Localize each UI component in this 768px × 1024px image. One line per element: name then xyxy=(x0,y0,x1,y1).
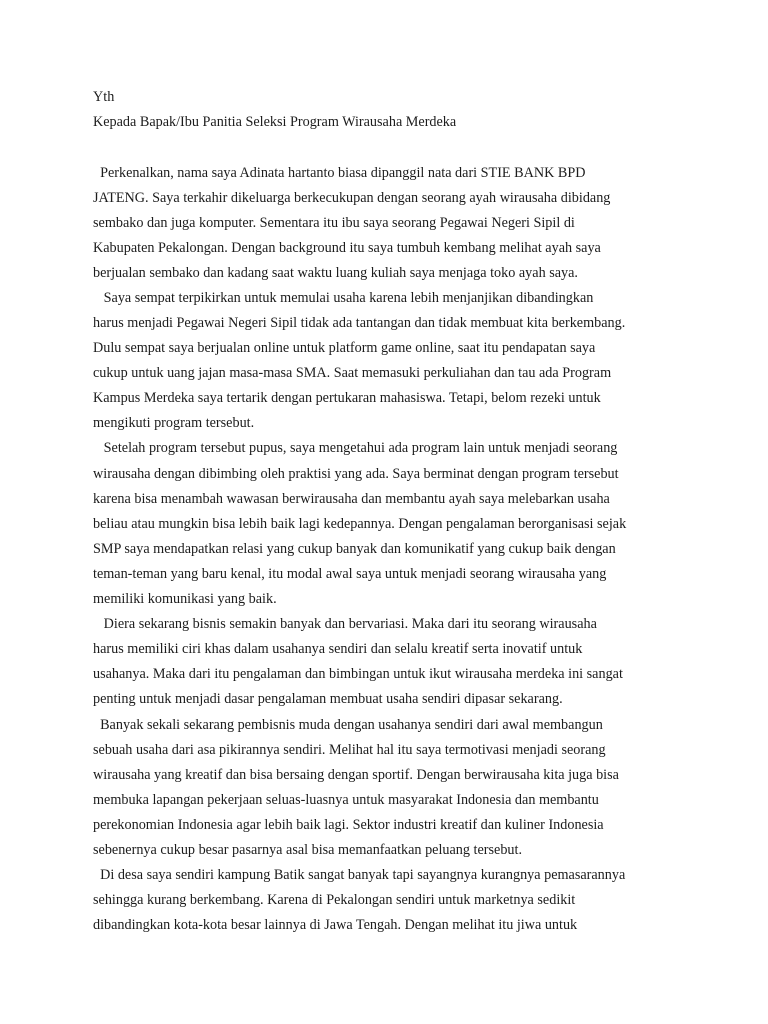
body-line: sehingga kurang berkembang. Karena di Pekalongan sendiri untuk marketnya sedikit xyxy=(93,892,576,908)
body-line: Perkenalkan, nama saya Adinata hartanto biasa dipanggil nata dari STIE BANK BPD xyxy=(93,165,586,181)
body-line: teman-teman yang baru kenal, itu modal awal saya untuk menjadi seorang wirausaha yang xyxy=(93,566,607,582)
body-line: sebenernya cukup besar pasarnya asal bisa memanfaatkan peluang tersebut. xyxy=(93,842,522,858)
body-line: karena bisa menambah wawasan berwirausaha dan membantu ayah saya melebarkan usaha xyxy=(93,491,610,507)
body-line: harus memiliki ciri khas dalam usahanya sendiri dan selalu kreatif serta inovatif untuk xyxy=(93,641,583,657)
body-line: berjualan sembako dan kadang saat waktu luang kuliah saya menjaga toko ayah saya. xyxy=(93,265,578,281)
body-line: Dulu sempat saya berjualan online untuk platform game online, saat itu pendapatan saya xyxy=(93,340,596,356)
body-line: wirausaha dengan dibimbing oleh praktisi yang ada. Saya berminat dengan program tersebut xyxy=(93,466,619,482)
body-line: Kabupaten Pekalongan. Dengan background itu saya tumbuh kembang melihat ayah saya xyxy=(93,240,601,256)
body-line: sebuah usaha dari asa pikirannya sendiri. Melihat hal itu saya termotivasi menjadi seorang xyxy=(93,742,606,758)
body-line: cukup untuk uang jajan masa-masa SMA. Saat memasuki perkuliahan dan tau ada Program xyxy=(93,365,612,381)
body-line: beliau atau mungkin bisa lebih baik lagi kedepannya. Dengan pengalaman berorganisasi sejak xyxy=(93,516,627,532)
body-line: harus menjadi Pegawai Negeri Sipil tidak ada tantangan dan tidak membuat kita berkembang. xyxy=(93,315,626,331)
body-line: Kampus Merdeka saya tertarik dengan pertukaran mahasiswa. Tetapi, belom rezeki untuk xyxy=(93,390,601,406)
body-line: penting untuk menjadi dasar pengalaman membuat usaha sendiri dipasar sekarang. xyxy=(93,691,563,707)
body-line: Diera sekarang bisnis semakin banyak dan bervariasi. Maka dari itu seorang wirausaha xyxy=(93,616,597,632)
recipient-line: Kepada Bapak/Ibu Panitia Seleksi Program Wirausaha Merdeka xyxy=(93,114,457,130)
body-line: SMP saya mendapatkan relasi yang cukup banyak dan komunikatif yang cukup baik dengan xyxy=(93,541,616,557)
body-line: dibandingkan kota-kota besar lainnya di Jawa Tengah. Dengan melihat itu jiwa untuk xyxy=(93,917,578,933)
body-line: Banyak sekali sekarang pembisnis muda dengan usahanya sendiri dari awal membangun xyxy=(93,717,603,733)
body-line: membuka lapangan pekerjaan seluas-luasnya untuk masyarakat Indonesia dan membantu xyxy=(93,792,599,808)
body-line: perekonomian Indonesia agar lebih baik lagi. Sektor industri kreatif dan kuliner Indonesia xyxy=(93,817,604,833)
body-line: JATENG. Saya terkahir dikeluarga berkecukupan dengan seorang ayah wirausaha dibidang xyxy=(93,190,611,206)
salutation: Yth xyxy=(93,89,115,105)
body-line: Setelah program tersebut pupus, saya mengetahui ada program lain untuk menjadi seorang xyxy=(93,440,618,456)
body-line: Di desa saya sendiri kampung Batik sangat banyak tapi sayangnya kurangnya pemasarannya xyxy=(93,867,626,883)
body-line: wirausaha yang kreatif dan bisa bersaing dengan sportif. Dengan berwirausaha kita juga bisa xyxy=(93,767,619,783)
body-line: sembako dan juga komputer. Sementara itu ibu saya seorang Pegawai Negeri Sipil di xyxy=(93,215,575,231)
body-line: memiliki komunikasi yang baik. xyxy=(93,591,277,607)
body-line: mengikuti program tersebut. xyxy=(93,415,255,431)
body-line: Saya sempat terpikirkan untuk memulai usaha karena lebih menjanjikan dibandingkan xyxy=(93,290,594,306)
body-line: usahanya. Maka dari itu pengalaman dan bimbingan untuk ikut wirausaha merdeka ini sangat xyxy=(93,666,623,682)
